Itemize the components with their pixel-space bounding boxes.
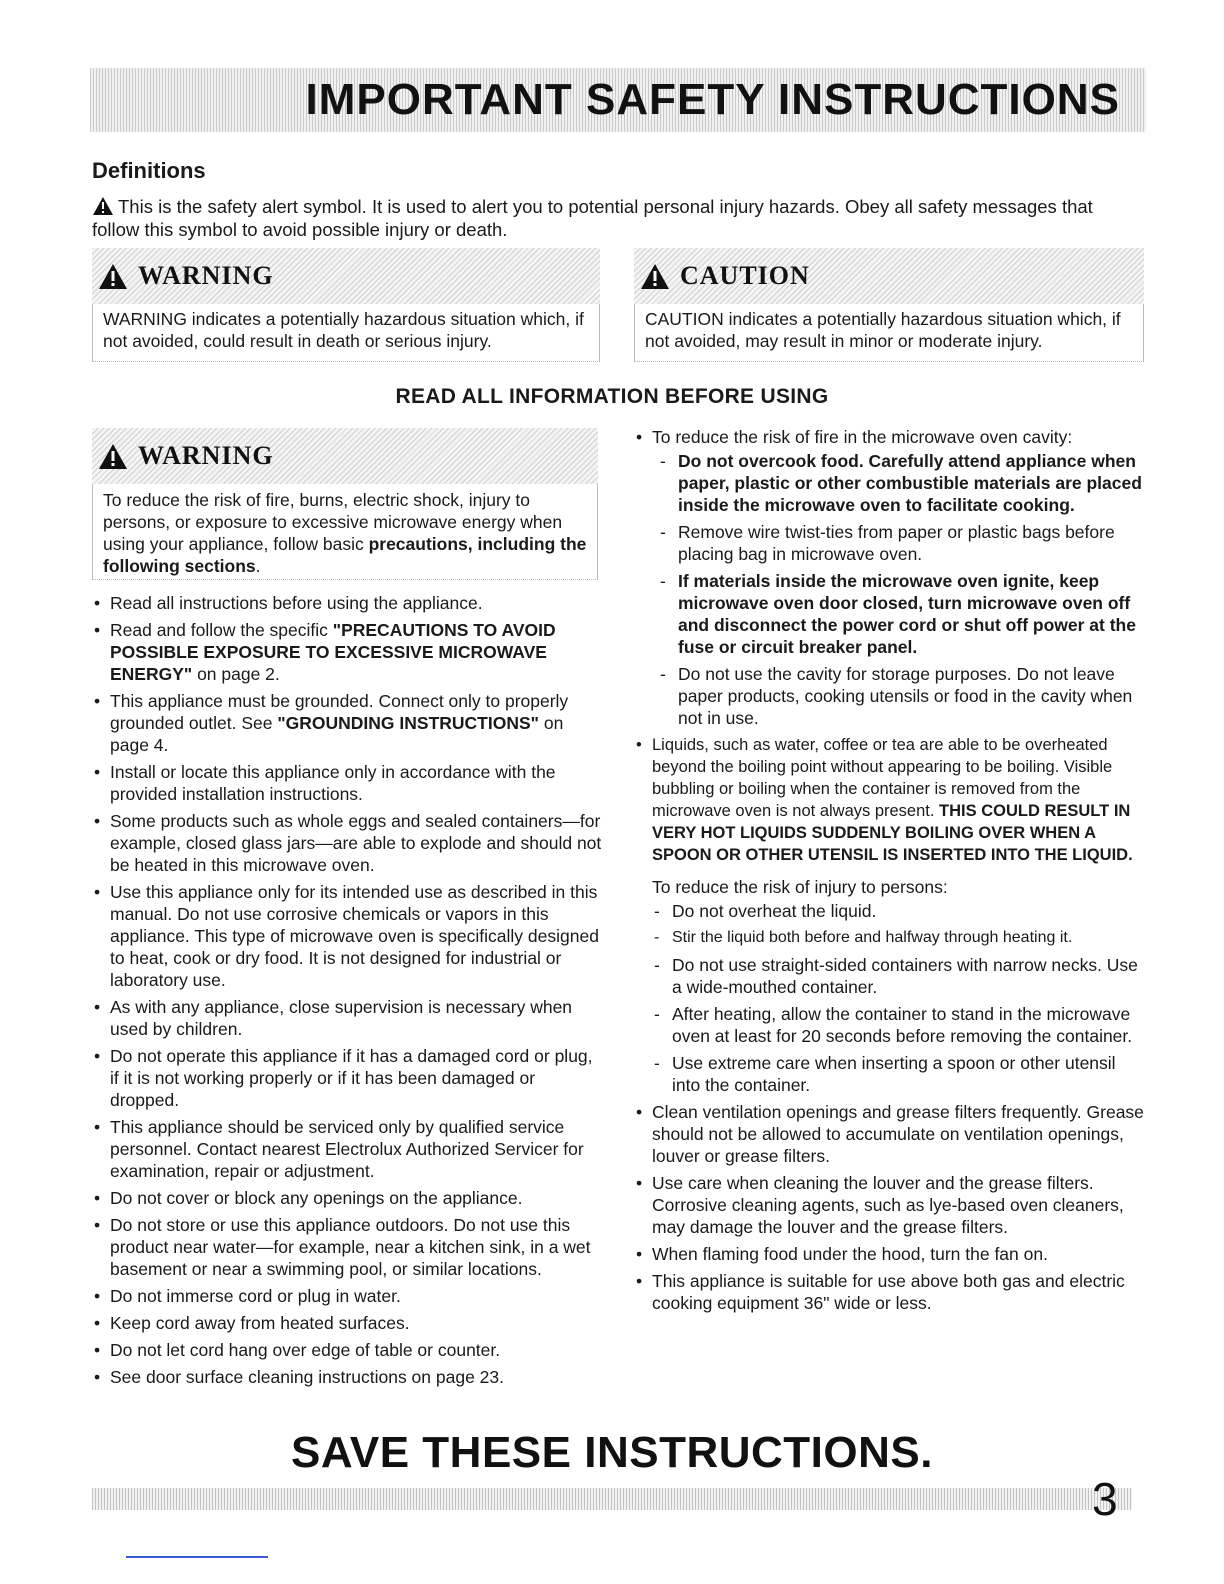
caution-label: CAUTION — [680, 261, 810, 290]
sub-item: - Do not overheat the liquid. — [646, 900, 1146, 922]
list-item: • When flaming food under the hood, turn the fan on. — [634, 1243, 1146, 1265]
caution-box-text: CAUTION indicates a potentially hazardous situation which, if not avoided, may result in minor or moderate injury. — [634, 304, 1144, 362]
list-item: • Do not cover or block any openings on the appliance. — [92, 1187, 602, 1209]
warning-box-header — [92, 248, 600, 304]
sub-item: - Remove wire twist-ties from paper or plastic bags before placing bag in microwave oven. — [652, 521, 1146, 565]
item-text: Read and follow the specific — [110, 620, 333, 640]
item-text: on page 2. — [192, 664, 280, 684]
left-column — [92, 592, 602, 1393]
save-instructions-heading: SAVE THESE INSTRUCTIONS. — [291, 1428, 933, 1477]
list-item: • As with any appliance, close supervision is necessary when used by children. — [92, 996, 602, 1040]
warning-label: WARNING — [138, 261, 274, 290]
sub-item: - Do not use straight-sided containers with narrow necks. Use a wide-mouthed container. — [646, 954, 1146, 998]
sub-item — [652, 570, 1146, 658]
caution-alert-icon — [640, 263, 670, 290]
list-item: • Do not operate this appliance if it has a damaged cord or plug, if it is not working properly or if it has been damaged or dropped. — [92, 1045, 602, 1111]
sub-item: - Stir the liquid both before and halfway through heating it. — [646, 927, 1146, 949]
safety-alert-icon — [92, 196, 114, 216]
item-bold: If materials inside the microwave oven ignite, keep microwave oven door closed, turn microwave oven off and disconnect the power cord or shut off power at the fuse or circuit breaker panel. — [678, 571, 1136, 657]
sub-item: - Use extreme care when inserting a spoon or other utensil into the container. — [646, 1052, 1146, 1096]
caution-box-header — [634, 248, 1144, 304]
sub-item: - After heating, allow the container to stand in the microwave oven at least for 20 seconds before removing the container. — [646, 1003, 1146, 1047]
list-item: • This appliance should be serviced only by qualified service personnel. Contact nearest Electrolux Authorized Servicer for examination, repair or adjustment. — [92, 1116, 602, 1182]
title-banner — [90, 68, 1146, 132]
definitions-heading: Definitions — [92, 158, 206, 183]
list-item: • Do not store or use this appliance outdoors. Do not use this product near water—for example, near a kitchen sink, in a wet basement or near a swimming pool, or similar locations. — [92, 1214, 602, 1280]
footer-stripe-bar — [92, 1488, 1132, 1510]
main-warning-text-a: To reduce the risk of fire, burns, electric shock, injury to persons, or exposure to excessive microwave energy when using your appliance, follow basic — [103, 490, 563, 554]
item-bold: Do not overcook food. Carefully attend appliance when paper, plastic or other combustible materials are placed inside the microwave oven to facilitate cooking. — [678, 451, 1142, 515]
item-text: To reduce the risk of fire in the microwave oven cavity: — [652, 427, 1073, 447]
sub-item — [652, 450, 1146, 516]
right-bullet-list — [634, 426, 1146, 866]
item-bold: "GROUNDING INSTRUCTIONS" — [277, 713, 539, 733]
definitions-text-body: This is the safety alert symbol. It is used to alert you to potential personal injury hazards. Obey all safety messages that follow this symbol to avoid possible injury or death. — [92, 196, 1093, 240]
page-title: IMPORTANT SAFETY INSTRUCTIONS — [305, 75, 1120, 124]
main-warning-alert-icon — [98, 443, 128, 470]
fire-sub-list — [652, 450, 1146, 729]
main-warning-header — [92, 428, 598, 484]
list-item: • Do not let cord hang over edge of table or counter. — [92, 1339, 602, 1361]
list-item: • Install or locate this appliance only in accordance with the provided installation instructions. — [92, 761, 602, 805]
list-item — [634, 426, 1146, 729]
main-warning-text-c: . — [255, 556, 261, 576]
list-item: • Read all instructions before using the appliance. — [92, 592, 602, 614]
list-item: • Some products such as whole eggs and sealed containers—for example, closed glass jars—are able to explode and should not be heated in this microwave oven. — [92, 810, 602, 876]
list-item: • This appliance is suitable for use above both gas and electric cooking equipment 36" wide or less. — [634, 1270, 1146, 1314]
main-warning-text — [92, 484, 598, 580]
right-column — [634, 426, 1146, 1319]
list-item: • Use this appliance only for its intended use as described in this manual. Do not use corrosive chemicals or vapors in this appliance. This type of microwave oven is specifically designed to heat, cook or dry food. It is not designed for industrial or laboratory use. — [92, 881, 602, 991]
list-item: • Keep cord away from heated surfaces. — [92, 1312, 602, 1334]
list-item — [634, 734, 1146, 866]
warning-box-text: WARNING indicates a potentially hazardous situation which, if not avoided, could result in death or serious injury. — [92, 304, 600, 362]
list-item: • Use care when cleaning the louver and the grease filters. Corrosive cleaning agents, such as lye-based oven cleaners, may damage the louver and the grease filters. — [634, 1172, 1146, 1238]
injury-intro: To reduce the risk of injury to persons: — [652, 877, 948, 897]
main-warning-label: WARNING — [138, 441, 274, 470]
left-bullet-list — [92, 592, 602, 1388]
list-item: • Clean ventilation openings and grease filters frequently. Grease should not be allowed to accumulate on ventilation openings, louver or grease filters. — [634, 1101, 1146, 1167]
item-bold: "PRECAUTIONS TO AVOID POSSIBLE EXPOSURE TO EXCESSIVE MICROWAVE ENERGY" — [110, 620, 556, 684]
sub-item: - Do not use the cavity for storage purposes. Do not leave paper products, cooking utensils or food in the cavity when not in use. — [652, 663, 1146, 729]
injury-sub-list — [646, 900, 1146, 1096]
list-item: • Do not immerse cord or plug in water. — [92, 1285, 602, 1307]
list-item — [92, 619, 602, 685]
right-bullet-list-2 — [634, 1101, 1146, 1314]
footnote-rule — [126, 1556, 268, 1558]
definitions-text — [92, 195, 1142, 241]
item-text: Liquids, such as water, coffee or tea are able to be overheated beyond the boiling point without appearing to be boiling. Visible bubbling or boiling when the container is removed from the microwave oven is not always present. — [652, 736, 1113, 820]
item-bold: THIS COULD RESULT IN VERY HOT LIQUIDS SUDDENLY BOILING OVER WHEN A SPOON OR OTHER UTENSIL IS INSERTED INTO THE LIQUID. — [652, 802, 1133, 864]
item-text: on page 4. — [110, 713, 564, 755]
warning-alert-icon — [98, 263, 128, 290]
page-number: 3 — [1092, 1473, 1118, 1525]
item-text: This appliance must be grounded. Connect only to properly grounded outlet. See — [110, 691, 569, 733]
list-item — [92, 690, 602, 756]
read-all-heading: READ ALL INFORMATION BEFORE USING — [395, 385, 829, 408]
main-warning-text-b: precautions, including the following sections — [103, 534, 587, 576]
list-item: • See door surface cleaning instructions on page 23. — [92, 1366, 602, 1388]
